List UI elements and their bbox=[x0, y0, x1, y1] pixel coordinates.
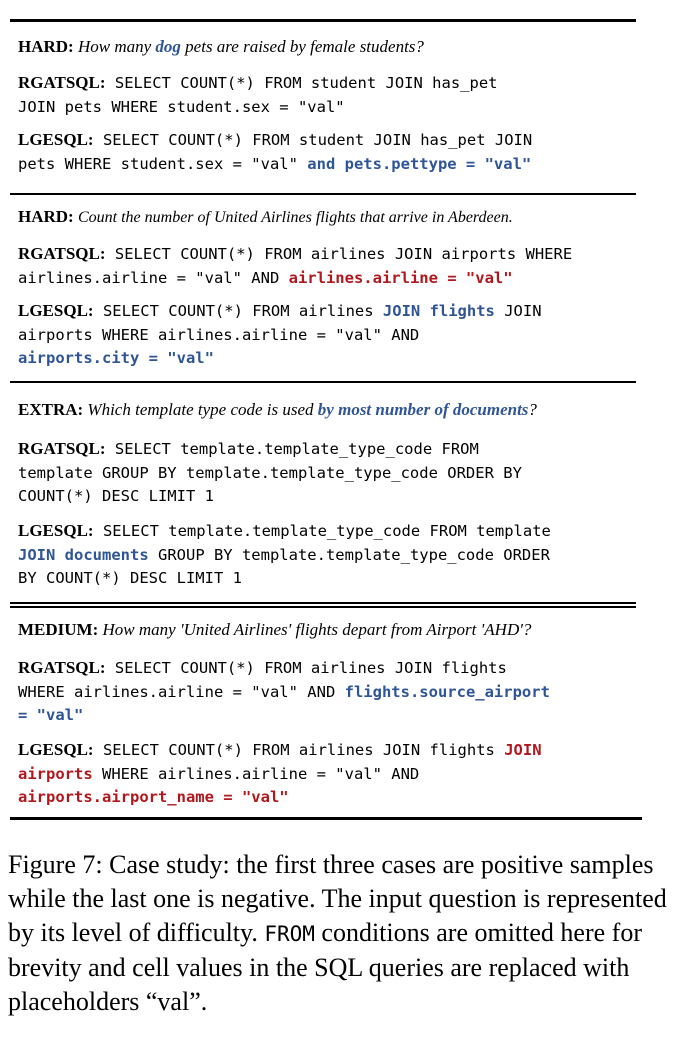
difficulty-level: EXTRA: bbox=[18, 400, 84, 419]
lgesql-query: LGESQL: SELECT COUNT(*) FROM student JOIN has_pet JOIN pets WHERE student.sex = "val" and pets.pettype = "val" bbox=[18, 130, 533, 173]
difficulty-level: HARD: bbox=[18, 207, 74, 226]
figure-caption: Figure 7: Case study: the first three cases are positive samples while the last one is negative. The input question is represented by its level of difficulty. FROM conditions are omitted here for brevity and cell values in the SQL queries are replaced with placeholders “val”. bbox=[8, 850, 667, 1016]
case-question: EXTRA: Which template type code is used by most number of documents? bbox=[18, 400, 537, 419]
case-divider bbox=[10, 193, 636, 195]
case-question: HARD: Count the number of United Airlines flights that arrive in Aberdeen. bbox=[18, 207, 513, 226]
case-divider bbox=[10, 381, 636, 383]
rgatsql-query: RGATSQL: SELECT template.template_type_code FROM template GROUP BY template.template_type_code ORDER BY COUNT(*) DESC LIMIT 1 bbox=[18, 439, 522, 505]
case-question: MEDIUM: How many 'United Airlines' flights depart from Airport 'AHD'? bbox=[18, 620, 532, 639]
group-divider bbox=[10, 602, 636, 604]
rgatsql-query: RGATSQL: SELECT COUNT(*) FROM student JOIN has_pet JOIN pets WHERE student.sex = "val" bbox=[18, 73, 498, 116]
question-highlight: dog bbox=[155, 37, 181, 56]
lgesql-query: LGESQL: SELECT COUNT(*) FROM airlines JOIN flights JOIN airports WHERE airlines.airline = "val" AND airports.city = "val" bbox=[18, 301, 542, 367]
difficulty-level: HARD: bbox=[18, 37, 74, 56]
lgesql-query: LGESQL: SELECT COUNT(*) FROM airlines JOIN flights JOIN airports WHERE airlines.airline = "val" AND airports.airport_name = "val" bbox=[18, 740, 542, 806]
top-rule bbox=[10, 19, 636, 22]
difficulty-level: MEDIUM: bbox=[18, 620, 99, 639]
rgatsql-query: RGATSQL: SELECT COUNT(*) FROM airlines JOIN flights WHERE airlines.airline = "val" AND flights.source_airport = "val" bbox=[18, 658, 550, 724]
rgatsql-query: RGATSQL: SELECT COUNT(*) FROM airlines JOIN airports WHERE airlines.airline = "val" AND airlines.airline = "val" bbox=[18, 244, 573, 287]
lgesql-query: LGESQL: SELECT template.template_type_code FROM template JOIN documents GROUP BY template.template_type_code ORDER BY COUNT(*) DESC LIMIT 1 bbox=[18, 521, 551, 587]
group-divider bbox=[10, 606, 636, 608]
case-question: HARD: How many dog pets are raised by female students? bbox=[18, 37, 424, 56]
bottom-rule bbox=[10, 817, 642, 820]
question-highlight: by most number of documents bbox=[317, 400, 529, 419]
